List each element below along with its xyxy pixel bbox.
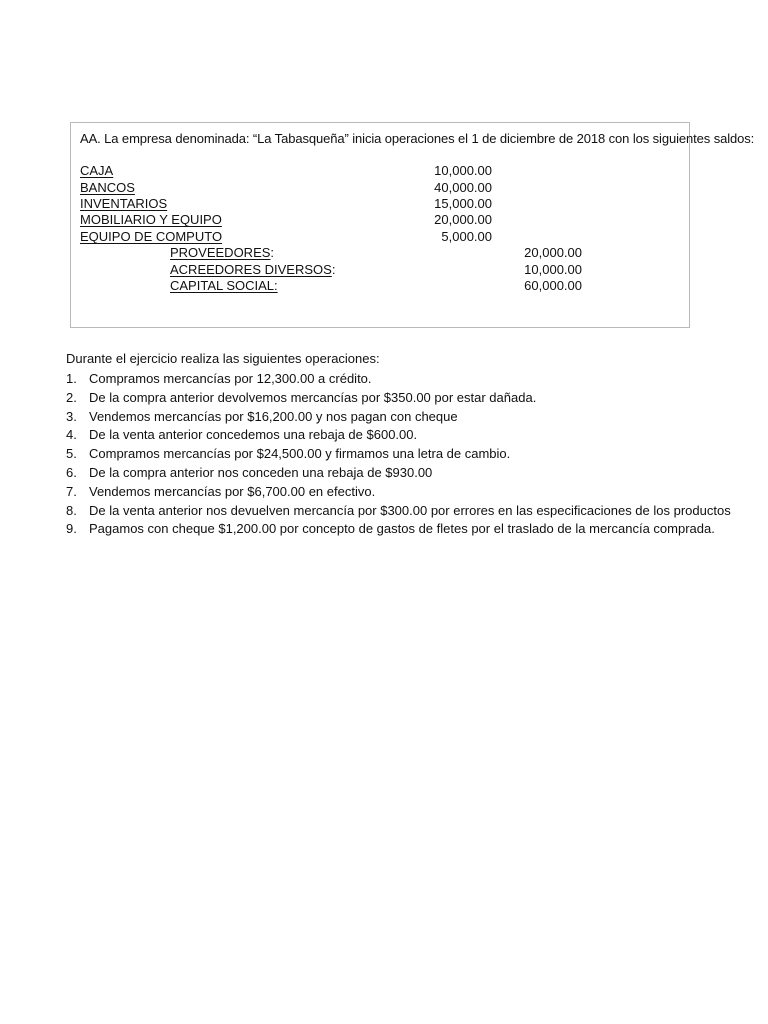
intro-text: AA. La empresa denominada: “La Tabasqueña” inicia operaciones el 1 de diciembre de 2018 con los siguientes saldos: bbox=[80, 131, 755, 146]
operation-text: Vendemos mercancías por $16,200.00 y nos pagan con cheque bbox=[89, 408, 458, 424]
liability-suffix: : bbox=[331, 262, 336, 277]
liability-amount: 10,000.00 bbox=[524, 262, 582, 277]
operation-number: 5. bbox=[66, 446, 77, 462]
asset-label: MOBILIARIO Y EQUIPO bbox=[80, 212, 222, 227]
operation-item bbox=[66, 408, 731, 427]
operation-item bbox=[66, 520, 731, 539]
capital-amount: 60,000.00 bbox=[524, 278, 582, 293]
asset-amount: 40,000.00 bbox=[434, 180, 492, 195]
operation-number: 4. bbox=[66, 427, 77, 443]
operation-item bbox=[66, 502, 731, 521]
liability-label: PROVEEDORES bbox=[170, 245, 271, 260]
asset-row bbox=[80, 228, 222, 245]
asset-amount: 10,000.00 bbox=[434, 163, 492, 178]
capital-row bbox=[170, 277, 278, 294]
operation-text: Compramos mercancías por 12,300.00 a crédito. bbox=[89, 371, 372, 386]
operation-text: De la venta anterior concedemos una rebaja de $600.00. bbox=[89, 427, 418, 443]
operation-item bbox=[66, 464, 731, 483]
asset-label: EQUIPO DE COMPUTO bbox=[80, 229, 223, 244]
operations-heading: Durante el ejercicio realiza las siguientes operaciones: bbox=[66, 351, 380, 366]
operation-text: De la compra anterior devolvemos mercancías por $350.00 por estar dañada. bbox=[89, 389, 537, 405]
operation-text: De la compra anterior nos conceden una rebaja de $930.00 bbox=[89, 464, 433, 480]
capital-label: CAPITAL SOCIAL: bbox=[170, 278, 278, 293]
liability-row bbox=[170, 244, 274, 261]
asset-amount: 5,000.00 bbox=[441, 229, 492, 244]
operation-number: 2. bbox=[66, 389, 77, 405]
operation-text: Compramos mercancías por $24,500.00 y firmamos una letra de cambio. bbox=[89, 446, 511, 462]
operation-item bbox=[66, 426, 731, 445]
asset-label: CAJA bbox=[80, 163, 114, 178]
asset-row bbox=[80, 179, 135, 196]
operation-item bbox=[66, 483, 731, 502]
operation-number: 3. bbox=[66, 408, 77, 424]
asset-row bbox=[80, 211, 222, 228]
asset-amount: 20,000.00 bbox=[434, 212, 492, 227]
asset-label: BANCOS bbox=[80, 180, 135, 195]
operation-text: Pagamos con cheque $1,200.00 por concepto de gastos de fletes por el traslado de la mercancía comprada. bbox=[89, 521, 715, 537]
operation-number: 6. bbox=[66, 464, 77, 480]
operation-item bbox=[66, 445, 731, 464]
asset-amount: 15,000.00 bbox=[434, 196, 492, 211]
liability-suffix: : bbox=[270, 245, 275, 260]
asset-label: INVENTARIOS bbox=[80, 196, 168, 211]
liability-amount: 20,000.00 bbox=[524, 245, 582, 260]
operation-number: 8. bbox=[66, 502, 77, 518]
asset-row bbox=[80, 195, 167, 212]
operation-text: De la venta anterior nos devuelven mercancía por $300.00 por errores en las especificaciones de los productos bbox=[89, 502, 731, 518]
liability-label: ACREEDORES DIVERSOS bbox=[170, 262, 332, 277]
operation-number: 1. bbox=[66, 371, 77, 386]
operation-item bbox=[66, 370, 731, 389]
operation-number: 9. bbox=[66, 521, 77, 537]
liability-row bbox=[170, 261, 335, 278]
asset-row bbox=[80, 162, 113, 179]
operations-list bbox=[66, 370, 731, 539]
operation-number: 7. bbox=[66, 483, 77, 499]
operation-item bbox=[66, 389, 731, 408]
operation-text: Vendemos mercancías por $6,700.00 en efectivo. bbox=[89, 483, 376, 499]
